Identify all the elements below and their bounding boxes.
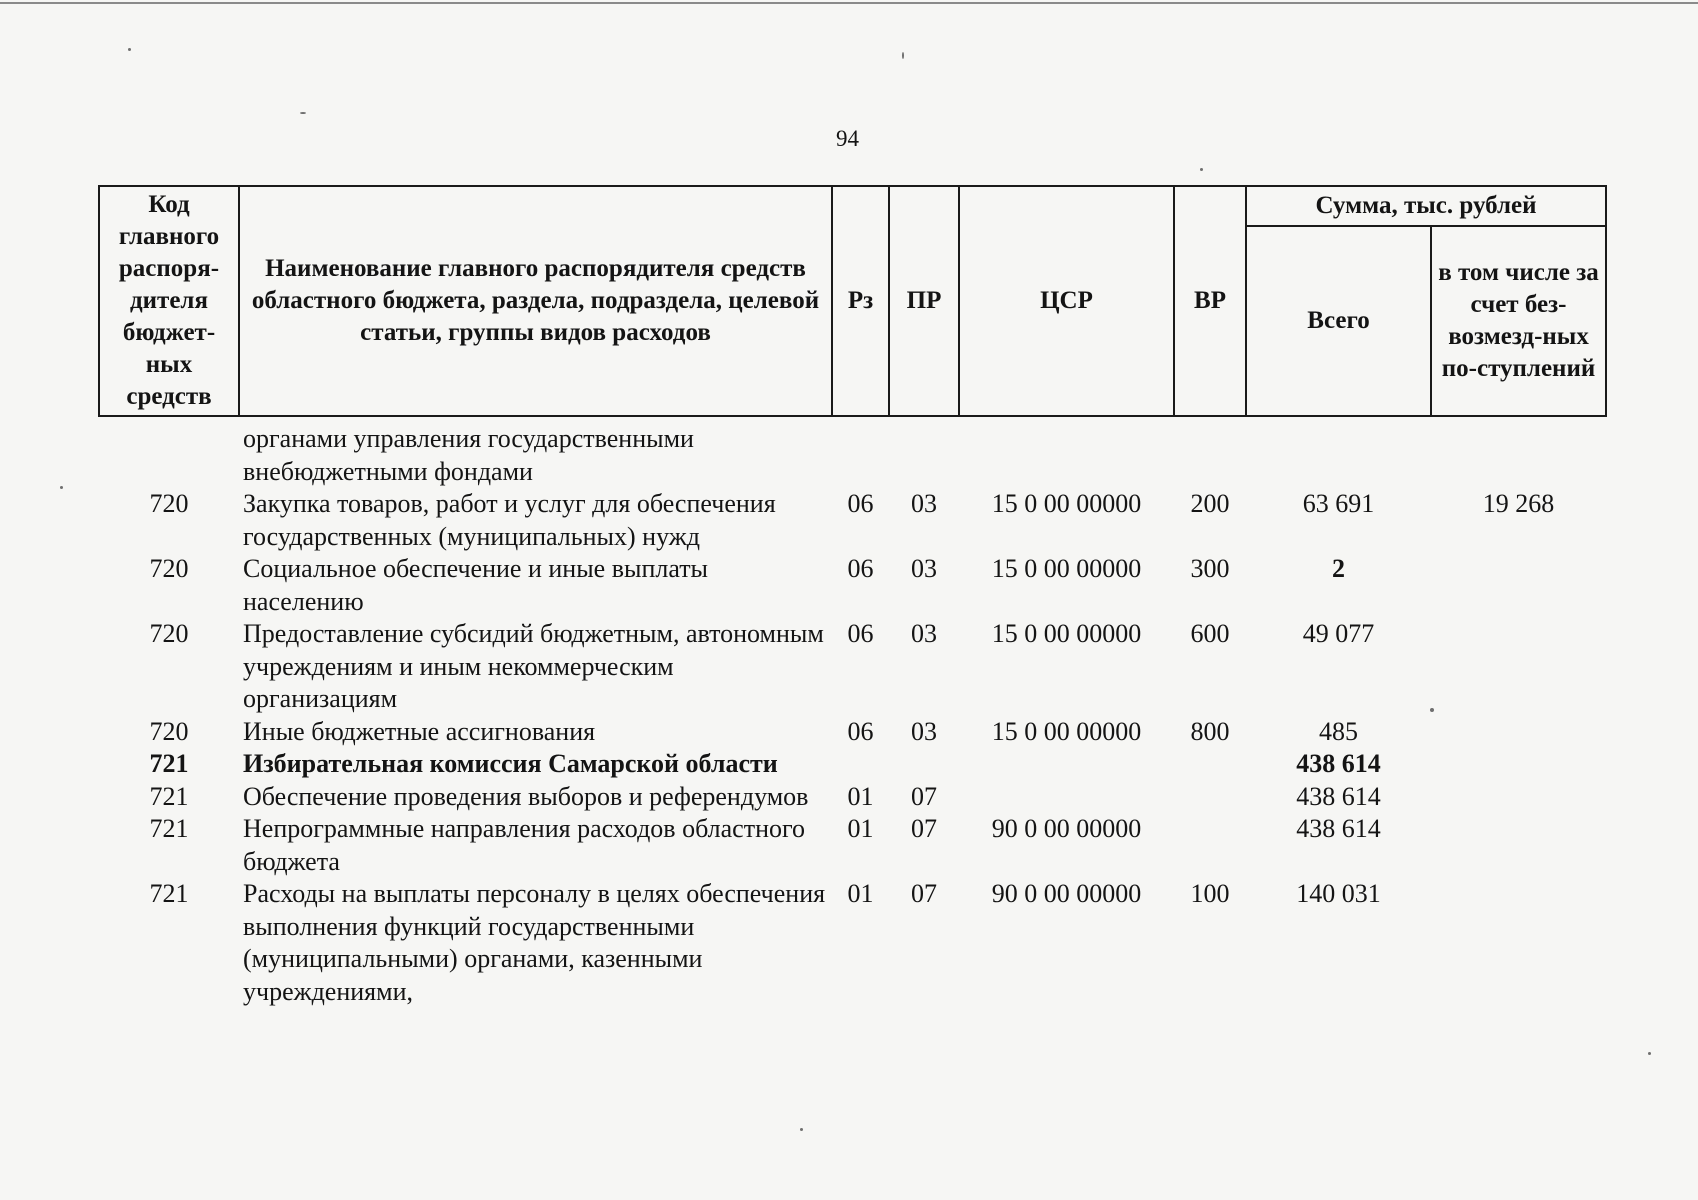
table-body [99, 416, 1606, 1008]
cell-total: 140 031 [1296, 879, 1381, 908]
header-csr: ЦСР [959, 186, 1174, 416]
table-row [99, 618, 1606, 716]
cell-pr: 03 [911, 716, 937, 746]
cell-csr [959, 416, 1174, 488]
table-header [99, 186, 1606, 416]
table-row [99, 553, 1606, 618]
table-row [99, 416, 1606, 488]
cell-code: 721 [149, 879, 189, 908]
cell-pr: 07 [911, 879, 937, 908]
cell-code: 720 [149, 716, 189, 746]
cell-csr [959, 748, 1174, 781]
cell-vr [1174, 813, 1246, 878]
cell-pr: 03 [911, 554, 937, 583]
cell-name: Расходы на выплаты персоналу в целях обеспечения выполнения функций государственными (муниципальными) органами, казенными учреждениями, [243, 879, 826, 1006]
cell-code [99, 416, 239, 488]
cell-csr: 15 0 00 00000 [991, 716, 1142, 746]
cell-rz: 06 [847, 489, 874, 518]
cell-total [1246, 416, 1431, 488]
table-row [99, 716, 1606, 749]
cell-name: Социальное обеспечение и иные выплаты населению [243, 554, 709, 616]
cell-name: органами управления государственными внебюджетными фондами [243, 424, 694, 486]
cell-free [1431, 618, 1606, 716]
cell-name: Закупка товаров, работ и услуг для обеспечения государственных (муниципальных) нужд [243, 489, 776, 551]
header-rz: Рз [832, 186, 889, 416]
table-row [99, 813, 1606, 878]
cell-total: 438 614 [1296, 781, 1381, 811]
cell-name: Избирательная комиссия Самарской области [243, 749, 778, 778]
cell-name: Иные бюджетные ассигнования [243, 716, 596, 746]
scan-speck [128, 48, 131, 51]
cell-csr: 90 0 00 00000 [991, 814, 1142, 843]
scan-speck [60, 486, 63, 489]
cell-name: Непрограммные направления расходов областного бюджета [243, 814, 805, 876]
cell-vr: 300 [1190, 554, 1230, 583]
cell-pr: 03 [911, 619, 937, 648]
cell-total: 2 [1332, 554, 1345, 583]
cell-code: 721 [149, 814, 189, 843]
cell-total: 49 077 [1302, 619, 1375, 648]
cell-name: Предоставление субсидий бюджетным, автономным учреждениям и иным некоммерческим организациям [243, 619, 824, 713]
table-row [99, 488, 1606, 553]
cell-free: 19 268 [1482, 489, 1555, 518]
cell-rz [832, 416, 889, 488]
cell-total: 485 [1319, 716, 1358, 746]
scan-speck [1648, 1052, 1651, 1055]
cell-free [1431, 416, 1606, 488]
cell-csr: 15 0 00 00000 [991, 554, 1142, 583]
header-sum-group: Сумма, тыс. рублей [1246, 186, 1606, 226]
scan-speck [1430, 708, 1434, 712]
cell-csr: 90 0 00 00000 [991, 879, 1142, 908]
cell-vr: 800 [1190, 716, 1230, 746]
cell-csr: 15 0 00 00000 [991, 619, 1142, 648]
cell-rz: 06 [847, 554, 874, 583]
scan-top-edge [0, 2, 1698, 4]
scan-speck [1200, 168, 1203, 171]
cell-code: 720 [149, 554, 189, 583]
cell-rz: 01 [847, 879, 874, 908]
cell-free [1431, 716, 1606, 749]
cell-total: 438 614 [1296, 749, 1381, 778]
table-row [99, 781, 1606, 814]
scan-speck [902, 52, 904, 59]
cell-free [1431, 781, 1606, 814]
table-row [99, 748, 1606, 781]
cell-code: 721 [149, 749, 189, 778]
scan-speck [800, 1128, 803, 1131]
cell-pr [889, 416, 959, 488]
header-pr: ПР [889, 186, 959, 416]
cell-pr: 03 [911, 489, 937, 518]
cell-free [1431, 813, 1606, 878]
cell-pr: 07 [911, 781, 937, 811]
cell-vr [1174, 748, 1246, 781]
header-name: Наименование главного распорядителя средств областного бюджета, раздела, подраздела, целевой статьи, группы видов расходов [239, 186, 832, 416]
cell-rz: 01 [847, 781, 874, 811]
cell-code: 721 [149, 781, 189, 811]
cell-vr [1174, 416, 1246, 488]
cell-vr [1174, 781, 1246, 814]
cell-pr [889, 748, 959, 781]
cell-rz: 01 [847, 814, 874, 843]
table-row [99, 878, 1606, 1008]
cell-vr: 600 [1190, 619, 1230, 648]
cell-free [1431, 748, 1606, 781]
cell-rz [832, 748, 889, 781]
cell-free [1431, 878, 1606, 1008]
cell-vr: 100 [1190, 879, 1230, 908]
cell-total: 63 691 [1302, 489, 1375, 518]
header-code: Код главного распоря-дителя бюджет-ных средств [99, 186, 239, 416]
cell-name: Обеспечение проведения выборов и референдумов [243, 781, 809, 811]
cell-csr: 15 0 00 00000 [991, 489, 1142, 518]
cell-code: 720 [149, 619, 189, 648]
cell-free [1431, 553, 1606, 618]
scan-speck [300, 112, 306, 114]
budget-table [98, 185, 1607, 1008]
cell-rz: 06 [847, 619, 874, 648]
cell-csr [959, 781, 1174, 814]
cell-total: 438 614 [1296, 814, 1381, 843]
header-total: Всего [1246, 226, 1431, 416]
header-free: в том числе за счет без-возмезд-ных по-ступлений [1431, 226, 1606, 416]
cell-vr: 200 [1190, 489, 1230, 518]
cell-rz: 06 [847, 716, 874, 746]
page-number: 94 [836, 126, 859, 151]
cell-pr: 07 [911, 814, 937, 843]
cell-code: 720 [149, 489, 189, 518]
header-vr: ВР [1174, 186, 1246, 416]
